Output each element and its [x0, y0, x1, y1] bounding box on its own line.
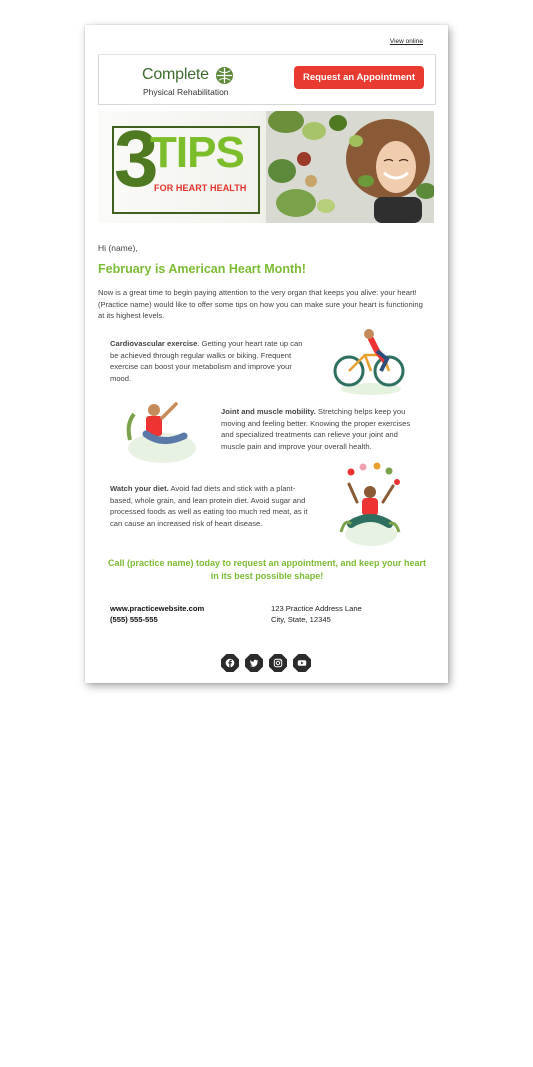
youtube-icon[interactable] — [293, 654, 311, 672]
footer-contact — [110, 603, 204, 625]
twitter-icon[interactable] — [245, 654, 263, 672]
practice-logo — [142, 66, 237, 100]
email-card — [85, 25, 448, 683]
tip-cardio — [110, 338, 305, 384]
view-online-link[interactable]: View online — [389, 38, 423, 45]
hero-banner — [98, 111, 434, 223]
tip-diet — [110, 483, 315, 529]
tip-title: Watch your diet. — [110, 484, 169, 493]
logo-name: Complete — [142, 66, 209, 83]
email-header — [98, 54, 436, 105]
juggling-food-icon — [337, 462, 403, 547]
tip-text: Stretching helps keep you moving and feeling better. Knowing the proper exercises and specialized treatments can relieve your joint and muscle pain and improve your overall health. — [221, 407, 411, 451]
practice-phone: (555) 555-555 — [110, 615, 158, 624]
call-to-action-text: Call (practice name) today to request an appointment, and keep your heart in its best possible shape! — [107, 558, 427, 581]
greeting: Hi (name), — [98, 243, 138, 253]
tip-mobility — [221, 406, 424, 452]
social-links — [221, 654, 311, 672]
woman-with-vegetables-photo — [266, 111, 434, 223]
instagram-icon[interactable] — [269, 654, 287, 672]
headline: February is American Heart Month! — [98, 262, 306, 276]
logo-leaf-icon — [215, 66, 234, 85]
hero-subtitle: FOR HEART HEALTH — [154, 183, 247, 193]
cyclist-icon — [333, 325, 408, 397]
logo-tagline: Physical Rehabilitation — [143, 87, 229, 97]
request-appointment-button[interactable]: Request an Appointment — [294, 66, 424, 89]
address-line-2: City, State, 12345 — [271, 615, 331, 624]
intro-paragraph: Now is a great time to begin paying attention to the very organ that keeps you alive: your heart! (Practice name) would like to offer some tips on how you can make sure your heart is functioning at its highest levels. — [98, 288, 423, 320]
tip-title: Cardiovascular exercise — [110, 339, 198, 348]
facebook-icon[interactable] — [221, 654, 239, 672]
address-line-1: 123 Practice Address Lane — [271, 604, 362, 613]
hero-number: 3 — [114, 114, 155, 203]
tip-title: Joint and muscle mobility. — [221, 407, 316, 416]
tip-text: Avoid fad diets and stick with a plant-based, whole grain, and lean protein diet. Avoid sugar and processed foods as well as eating too much red meat, as it can cause an increased risk of heart disease. — [110, 484, 308, 528]
practice-website-link[interactable]: www.practicewebsite.com — [110, 604, 205, 613]
footer-address — [271, 603, 362, 625]
tip-text: . Getting your heart rate up can be achieved through regular walks or biking. Frequent exercise can boost your metabolism and improve your mood. — [110, 339, 303, 383]
hero-word: TIPS — [150, 128, 244, 177]
stretching-icon — [122, 400, 200, 464]
